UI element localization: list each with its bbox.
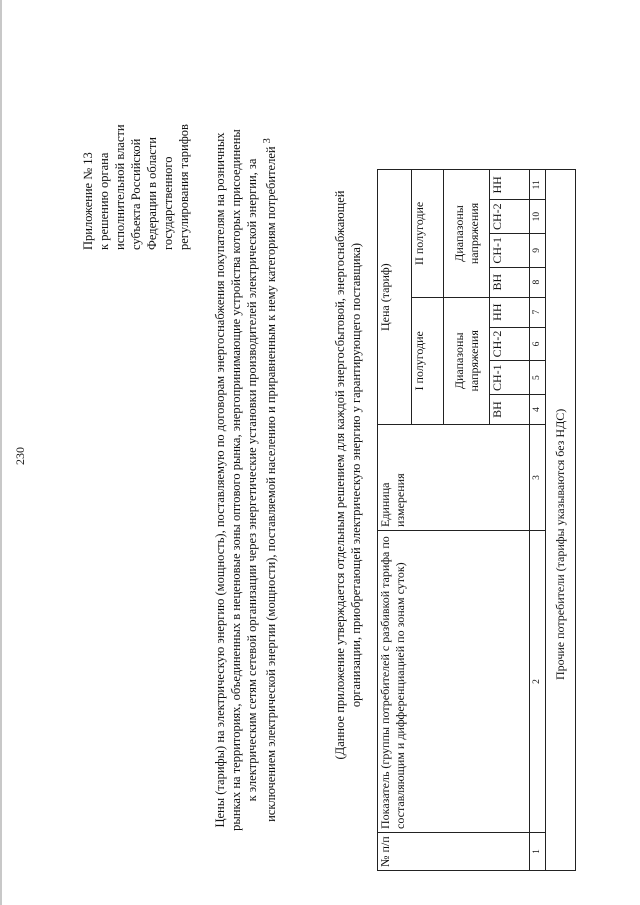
page-number: 230	[13, 447, 27, 465]
h1-voltage-ch1: СН-1	[490, 361, 530, 395]
h2-voltage-ch1: СН-1	[490, 233, 530, 267]
h2-voltage-ch2: СН-2	[490, 200, 530, 234]
col-indicator-header: Показатель (группы потребителей с разбивкой тарифа по составляющим и дифференциацией по зонам суток)	[378, 531, 530, 833]
appendix-line: регулирования тарифов	[177, 124, 191, 250]
appendix-line: Федерации в области	[145, 137, 159, 250]
col-number: 8	[530, 267, 546, 297]
h1-voltage-ch2: СН-2	[490, 327, 530, 361]
tariff-table	[377, 169, 576, 871]
col-number: 3	[530, 425, 546, 531]
document-subtitle: (Данное приложение утверждается отдельным решением для каждой энергосбытовой, энергоснабжающей организации, приобретающей электрическую энергию у гарантирующего поставщика)	[333, 190, 363, 760]
appendix-line: государственного	[161, 156, 175, 250]
half2-ranges-header: Диапазоны напряжения	[444, 170, 490, 297]
half1-header: I полугодие	[412, 297, 444, 424]
col-no-header: № п/п	[378, 833, 530, 871]
row-other-consumers: Прочие потребители (тарифы указываются без НДС)	[546, 170, 576, 871]
appendix-line: Приложение № 13	[81, 152, 95, 250]
appendix-header	[80, 100, 192, 250]
col-number: 9	[530, 233, 546, 267]
document-title	[212, 125, 279, 835]
col-number: 7	[530, 297, 546, 327]
appendix-line: субъекта Российской	[129, 138, 143, 250]
h1-voltage-bh: ВН	[490, 395, 530, 425]
col-number: 11	[530, 170, 546, 200]
col-number: 4	[530, 395, 546, 425]
col-number: 6	[530, 327, 546, 361]
h2-voltage-hh: НН	[490, 170, 530, 200]
title-footnote: 3	[262, 138, 273, 144]
col-number: 2	[530, 531, 546, 833]
appendix-line: к решению органа	[97, 152, 111, 250]
half1-ranges-header: Диапазоны напряжения	[444, 297, 490, 424]
col-price-header: Цена (тариф)	[378, 170, 412, 425]
appendix-line: исполнительной власти	[113, 124, 127, 250]
half2-header: II полугодие	[412, 170, 444, 297]
title-text: Цены (тарифы) на электрическую энергию (мощность), поставляемую по договорам энергоснабжения покупателям на розничных рынках на территориях, объединенных в неценовые зоны оптового рынка, энергопринимающие устройства которых присоединены к электрическим сетям сетевой организации через энергетические установки производителей электрической энергии, за исключением электрической энергии (мощности), поставляемой населению и приравненным к нему категориям потребителей	[213, 129, 279, 831]
col-number: 10	[530, 200, 546, 234]
col-unit-header: Единица измерения	[378, 425, 530, 531]
h1-voltage-hh: НН	[490, 297, 530, 327]
h2-voltage-bh: ВН	[490, 267, 530, 297]
col-number: 5	[530, 361, 546, 395]
col-number: 1	[530, 833, 546, 871]
